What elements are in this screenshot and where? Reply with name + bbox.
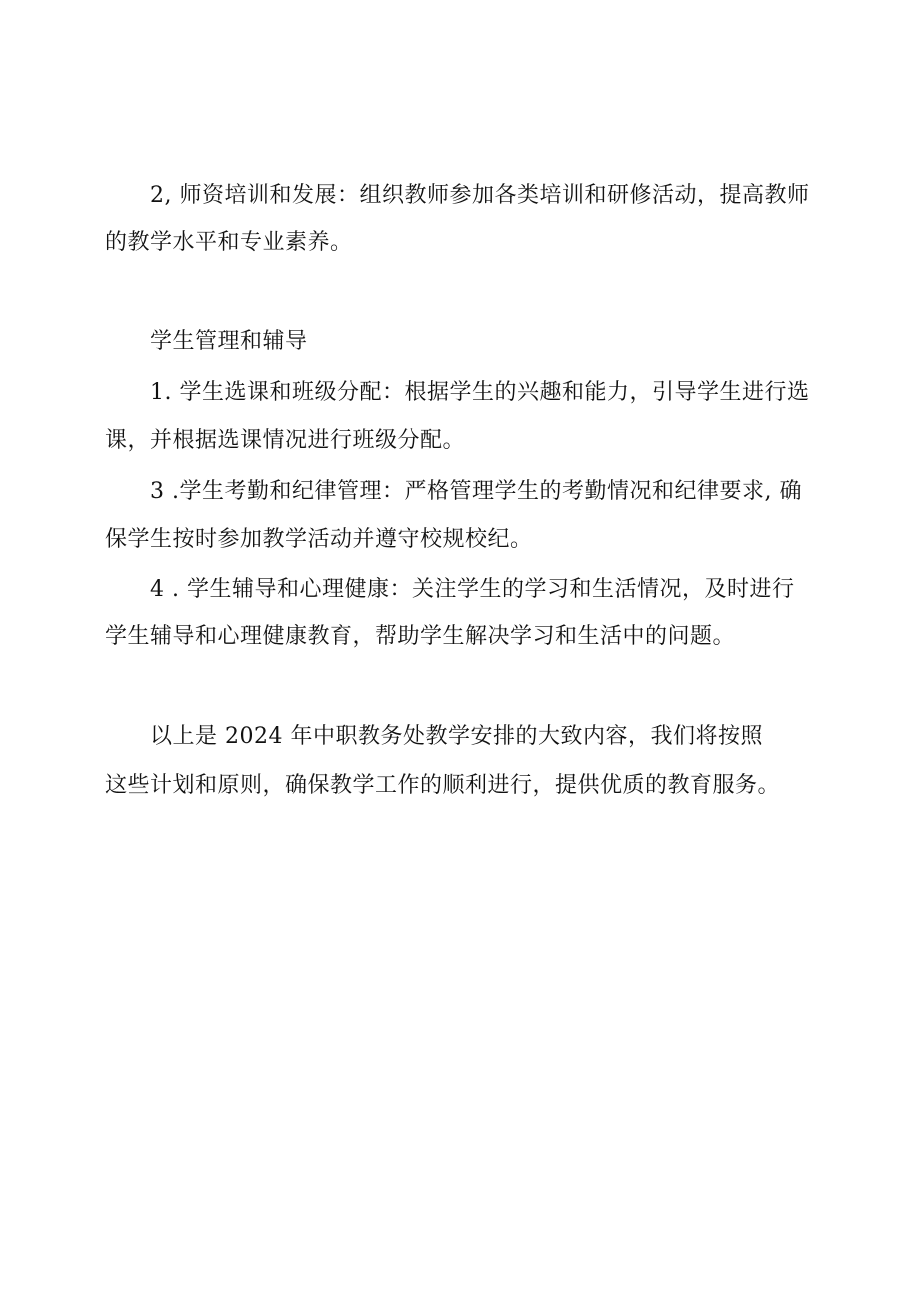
teacher-item-2-line-2: 的教学水平和专业素养。 bbox=[105, 230, 353, 255]
student-item-3-line-2: 保学生按时参加教学活动并遵守校规校纪。 bbox=[105, 527, 533, 552]
student-item-1-line-2: 课，并根据选课情况进行班级分配。 bbox=[105, 428, 466, 453]
conclusion-line-2: 这些计划和原则，确保教学工作的顺利进行，提供优质的教育服务。 bbox=[105, 773, 781, 798]
teacher-item-2-line-1: 2, 师资培训和发展：组织教师参加各类培训和研修活动，提高教师 bbox=[150, 183, 810, 208]
conclusion-line-1: 以上是 2024 年中职教务处教学安排的大致内容，我们将按照 bbox=[150, 724, 763, 749]
student-section-heading: 学生管理和辅导 bbox=[150, 329, 308, 354]
student-item-4-line-2: 学生辅导和心理健康教育，帮助学生解决学习和生活中的问题。 bbox=[105, 624, 736, 649]
student-item-3-line-1: 3 .学生考勤和纪律管理：严格管理学生的考勤情况和纪律要求, 确 bbox=[150, 479, 802, 504]
student-item-1-line-1: 1. 学生选课和班级分配：根据学生的兴趣和能力，引导学生进行选 bbox=[150, 380, 810, 405]
student-item-4-line-1: 4 . 学生辅导和心理健康：关注学生的学习和生活情况，及时进行 bbox=[150, 577, 795, 602]
